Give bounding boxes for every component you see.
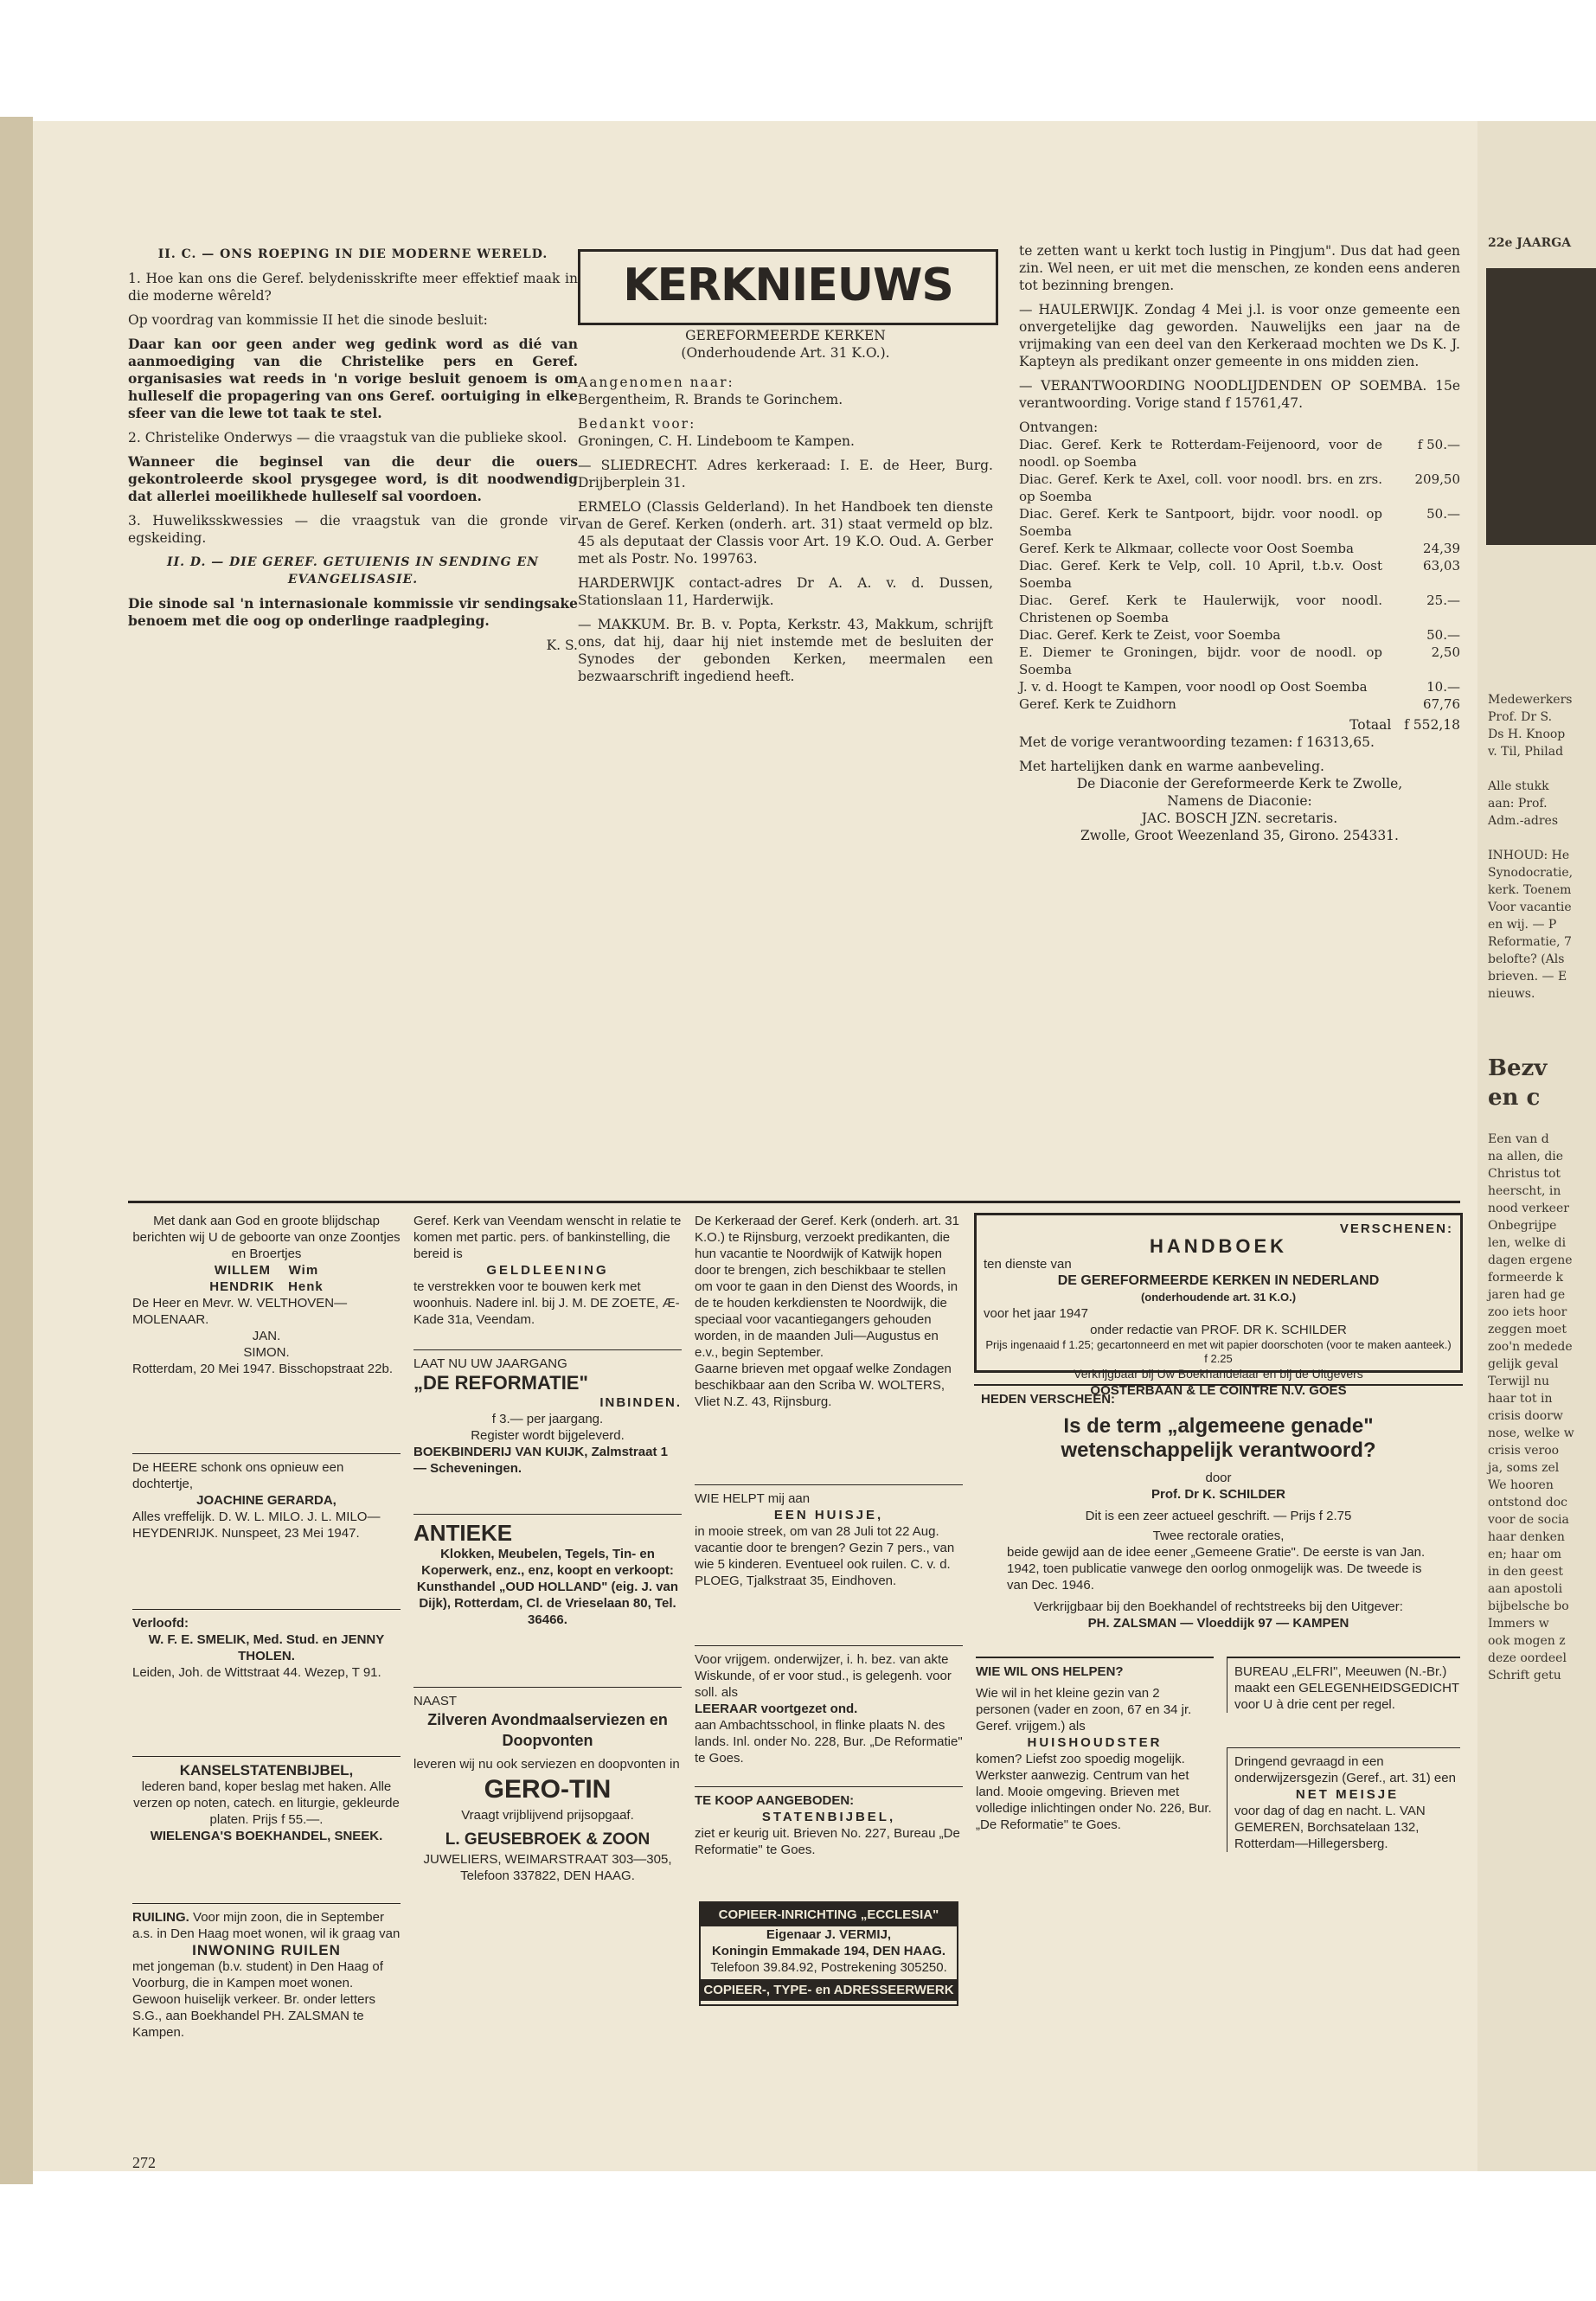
antieke-shop: Kunsthandel „OUD HOLLAND" (eig. J. van Dijk), Rotterdam, Cl. de Vrieselaan 80, Tel. 36466. — [416, 1580, 679, 1627]
ledger-amount: 209,50 — [1414, 471, 1460, 487]
next-page-line: Immers w — [1488, 1617, 1549, 1631]
ledger-desc: E. Diemer te Groningen, bijdr. voor de noodl. op Soemba — [1019, 644, 1382, 677]
samen: Met de vorige verantwoording tezamen: f 16313,65. — [1019, 734, 1375, 750]
next-page-line: Voor vacantie — [1488, 901, 1572, 914]
diaconie: De Diaconie der Gereformeerde Kerk te Zwolle, — [1076, 776, 1403, 792]
column-1 — [128, 242, 578, 661]
genade-prijs: Dit is een zeer actueel geschrift. — Prijs f 2.75 — [1085, 1509, 1352, 1523]
ad-huishoudster — [976, 1657, 1214, 1833]
gerotin: GERO-TIN — [484, 1775, 612, 1804]
next-page-line: Bezv — [1488, 1055, 1548, 1081]
ad-veendam — [413, 1213, 682, 1328]
handboek-verschenen: VERSCHENEN: — [1339, 1221, 1453, 1236]
ledger-row — [1019, 557, 1460, 592]
handboek-onderh: (onderhoudende art. 31 K.O.) — [1140, 1291, 1297, 1304]
handboek-jaar: voor het jaar 1947 — [984, 1306, 1088, 1321]
verloofd-place: Leiden, Joh. de Wittstraat 44. Wezep, T 91. — [132, 1665, 381, 1680]
laat-text: LAAT NU UW JAARGANG — [413, 1356, 567, 1371]
birth-names: WILLEM Wim HENDRIK Henk — [209, 1263, 324, 1294]
bijbel-shop: WIELENGA'S BOEKHANDEL, SNEEK. — [150, 1829, 383, 1843]
ledger-row — [1019, 436, 1460, 471]
geusebroek: L. GEUSEBROEK & ZOON — [445, 1830, 651, 1849]
handboek-kerken: DE GEREFORMEERDE KERKEN IN NEDERLAND — [1057, 1273, 1380, 1288]
next-page-line: haar tot in — [1488, 1392, 1553, 1406]
handboek-uitgevers: OOSTERBAAN & LE COINTRE N.V. GOES — [1090, 1383, 1347, 1398]
ledger-amount: 50.— — [1426, 506, 1460, 522]
next-page-line: voor de socia — [1488, 1513, 1569, 1527]
ad-ruiling — [132, 1903, 401, 2041]
ecclesia-owner: Eigenaar J. VERMIJ, — [766, 1927, 892, 1942]
question-1-decision: Daar kan oor geen ander weg gedink word as dié van aanmoediging van die Christelike pers en Geref. organisasies wat reeds in 'n vorige besluit genoem is om hulleself die propagering van ons Geref. oortuiging in elke sfeer van die lewe tot taak te stel. — [128, 336, 578, 421]
ledger-desc: Diac. Geref. Kerk te Haulerwijk, voor noodl. Christenen op Soemba — [1019, 593, 1382, 625]
bijbel-text: lederen band, koper beslag met haken. Alle verzen op noten, catech. en liturgie, gekleurde platen. Prijs f 55.—. — [133, 1779, 400, 1827]
next-page-line: nieuws. — [1488, 987, 1535, 1001]
ad-handboek — [974, 1213, 1463, 1398]
leeraar-intro: Voor vrijgem. onderwijzer, i. h. bez. van akte Wiskunde, of er voor stud., is gelegenh. voor soll. als — [695, 1652, 952, 1700]
next-page-line: jaren had ge — [1488, 1288, 1566, 1302]
antieke-title: ANTIEKE — [413, 1520, 513, 1546]
antieke-text: Klokken, Meubelen, Tegels, Tin- en Koperwerk, enz., enz, koopt en verkoopt: — [421, 1547, 674, 1578]
helpen-text: Wie wil in het kleine gezin van 2 personen (vader en zoon, 67 en 34 jr. Geref. vrijgem.) als — [976, 1686, 1192, 1734]
handboek-verkrijg: Verkrijgbaar bij Uw Boekhandelaar en bij de Uitgevers — [1074, 1367, 1363, 1381]
next-page-line: Alle stukk — [1488, 779, 1549, 793]
rijnsburg-text: De Kerkeraad der Geref. Kerk (onderh. art. 31 K.O.) te Rijnsburg, verzoekt predikanten, die hun vacantie te Noordwijk of Katwijk hopen door te brengen, zich beschikbaar te stellen om voor te gaan in den Dienst des Woords, in de te houden kerkdiensten te Noordwijk, die speciaal voor vacantiegangers gehouden worden, in de maanden Juli—Augustus en e.v., begin September. — [695, 1214, 959, 1360]
ledger-total — [1019, 716, 1460, 734]
ledger-row — [1019, 592, 1460, 626]
column-3 — [1019, 242, 1460, 851]
leeraar-text: aan Ambachtsschool, in flinke plaats N. des lands. Inl. onder No. 228, Bur. „De Reformatie" te Goes. — [695, 1718, 963, 1766]
secretaris: JAC. BOSCH JZN. secretaris. — [1141, 811, 1338, 826]
genade-uitgever: PH. ZALSMAN — Vloeddijk 97 — KAMPEN — [1087, 1616, 1349, 1631]
next-page-line: bijbelsche bo — [1488, 1599, 1569, 1613]
ledger-desc: Diac. Geref. Kerk te Zeist, voor Soemba — [1019, 627, 1281, 643]
next-page-line: Synodocratie, — [1488, 866, 1574, 880]
next-page-line: dagen ergene — [1488, 1253, 1573, 1267]
next-page-line: Christus tot — [1488, 1167, 1561, 1181]
huishoudster: HUISHOUDSTER — [1027, 1735, 1163, 1750]
genade-author: Prof. Dr K. SCHILDER — [1151, 1487, 1285, 1502]
ledger-row — [1019, 540, 1460, 557]
ad-reformatie — [413, 1349, 682, 1477]
ledger-desc: J. v. d. Hoogt te Kampen, voor noodl op Oost Soemba — [1019, 679, 1368, 695]
elfri-text: BUREAU „ELFRI", Meeuwen (N.-Br.) maakt een GELEGENHEIDSGEDICHT voor U à drie cent per regel. — [1234, 1664, 1459, 1712]
kuijk: BOEKBINDERIJ VAN KUIJK, Zalmstraat 1 — Scheveningen. — [413, 1445, 668, 1476]
ledger-desc: Geref. Kerk te Alkmaar, collecte voor Oost Soemba — [1019, 541, 1354, 556]
question-1-note: Op voordrag van kommissie II het die sinode besluit: — [128, 312, 488, 328]
ad-verloofd — [132, 1609, 401, 1681]
next-page-line: crisis veroo — [1488, 1444, 1560, 1458]
column-2 — [578, 327, 993, 692]
next-page-line: aan: Prof. — [1488, 797, 1548, 811]
next-page-line: Adm.-adres — [1488, 814, 1558, 828]
ruiling-title: RUILING. — [132, 1910, 189, 1925]
next-page-line: en; haar om — [1488, 1548, 1562, 1561]
helpen-rest: komen? Liefst zoo spoedig mogelijk. Werkster aanwezig. Centrum van het land. Mooie omgeving. Brieven met volledige inlichtingen onder No. 226, Bur. „De Reformatie" te Goes. — [976, 1752, 1212, 1832]
rijnsburg-rest: Gaarne brieven met opgaaf welke Zondagen beschikbaar aan den Scriba W. WOLTERS, Vliet N.Z. 43, Rijnsburg. — [695, 1362, 952, 1409]
next-page-line: Onbegrijpe — [1488, 1219, 1557, 1233]
vraagt: Vraagt vrijblijvend prijsopgaaf. — [461, 1808, 634, 1823]
ledger-row — [1019, 505, 1460, 540]
meisje-intro: Dringend gevraagd in een onderwijzersgezin (Geref., art. 31) een — [1234, 1754, 1456, 1785]
birth2-name: JOACHINE GERARDA, — [196, 1493, 337, 1508]
ecclesia-addr: Koningin Emmakade 194, DEN HAAG. — [711, 1944, 946, 1958]
birth2-text: De HEERE schonk ons opnieuw een dochtertje, — [132, 1460, 344, 1491]
bijbel-title: KANSELSTATENBIJBEL, — [179, 1762, 354, 1779]
next-page-line: Medewerkers — [1488, 693, 1573, 707]
birth2-rest: Alles vreffelijk. D. W. L. MILO. J. L. MILO—HEYDENRIJK. Nunspeet, 23 Mei 1947. — [132, 1509, 381, 1541]
aangenomen: Bergentheim, R. Brands te Gorinchem. — [578, 392, 843, 407]
register: Register wordt bijgeleverd. — [471, 1428, 625, 1443]
section-heading-2d: II. D. — DIE GEREF. GETUIENIS IN SENDING EN EVANGELISASIE. — [167, 555, 539, 586]
genade-verschenen: HEDEN VERSCHEEN: — [981, 1392, 1116, 1407]
ecclesia-tel: Telefoon 39.84.92, Postrekening 305250. — [710, 1960, 947, 1975]
verloofd-label: Verloofd: — [132, 1616, 189, 1631]
next-page-line: haar denken — [1488, 1530, 1565, 1544]
total-label: Totaal — [1349, 717, 1392, 733]
next-page-line: len, welke di — [1488, 1236, 1567, 1250]
huisje-text: in mooie streek, om van 28 Juli tot 22 Aug. vacantie door te brengen? Gezin 7 pers., van wie 5 kinderen. Eventueel ook ruilen. C. v. d. PLOEG, Tjalkstraat 35, Eindhoven. — [695, 1524, 955, 1588]
ledger-desc: Diac. Geref. Kerk te Velp, coll. 10 April, t.b.v. Oost Soemba — [1019, 558, 1382, 591]
genade-text: beide gewijd aan de idee eener „Gemeene Gratie". De eerste is van Jan. 1942, toen publicatie vanwege den oorlog onmogelijk was. De tweede is van Dec. 1946. — [1007, 1545, 1426, 1593]
question-2-decision: Wanneer die beginsel van die deur die ouers gekontroleerde skool prysgegee word, is dit noodwendig dat allerlei moeilikhede hulleself sal voordoen. — [128, 453, 578, 504]
section-heading-2c: II. C. — ONS ROEPING IN DIE MODERNE WERELD. — [157, 247, 548, 261]
ecclesia-title: COPIEER-INRICHTING „ECCLESIA" — [701, 1903, 957, 1926]
ad-birth-2 — [132, 1453, 401, 1541]
next-page-line: Terwijl nu — [1488, 1375, 1549, 1388]
ad-leeraar — [695, 1645, 963, 1766]
birth-place: Rotterdam, 20 Mei 1947. Bisschopstraat 22b. — [132, 1362, 393, 1376]
signoff: K. S. — [546, 638, 578, 653]
genade-door: door — [1205, 1471, 1232, 1485]
ad-ecclesia — [699, 1901, 958, 2006]
next-page-line: ook mogen z — [1488, 1634, 1566, 1648]
meisje-big: NET MEISJE — [1295, 1787, 1400, 1802]
next-page-line: kerk. Toenem — [1488, 883, 1572, 897]
juweliers: JUWELIERS, WEIMARSTRAAT 303—305, Telefoon 337822, DEN HAAG. — [423, 1852, 672, 1883]
geldleening: GELDLEENING — [486, 1263, 609, 1278]
next-page-jaargang: 22e JAARGA — [1488, 236, 1572, 250]
ecclesia-work: COPIEER-, TYPE- en ADRESSEERWERK — [701, 1979, 957, 2001]
ledger-desc: Diac. Geref. Kerk te Axel, coll. voor noodl. brs. en zrs. op Soemba — [1019, 471, 1382, 504]
ledger-amount: 63,03 — [1423, 558, 1460, 574]
ledger-row — [1019, 644, 1460, 678]
ledger-row — [1019, 471, 1460, 505]
verloofd-names: W. F. E. SMELIK, Med. Stud. en JENNY THOLEN. — [148, 1632, 385, 1663]
ledger-row — [1019, 678, 1460, 695]
ledger-amount: 50.— — [1426, 627, 1460, 643]
page-number: 272 — [132, 2154, 156, 2171]
next-page-line: INHOUD: He — [1488, 849, 1570, 862]
next-page-line: en c — [1488, 1085, 1541, 1111]
tekoop-title: TE KOOP AANGEBODEN: — [695, 1793, 855, 1808]
handboek-title: HANDBOEK — [1149, 1235, 1288, 1257]
next-page-line: nood verkeer — [1488, 1202, 1569, 1215]
next-page-line: v. Til, Philad — [1488, 745, 1564, 759]
ledger-desc: Diac. Geref. Kerk te Santpoort, bijdr. voor noodl. op Soemba — [1019, 506, 1382, 539]
next-page-line: en wij. — P — [1488, 918, 1557, 932]
next-page-line: na allen, die — [1488, 1150, 1564, 1163]
ledger-amount: 67,76 — [1423, 696, 1460, 712]
ruiling-rest: met jongeman (b.v. student) in Den Haag of Voorburg, die in Kampen moet wonen. Gewoon huiselijk verkeer. Br. onder letters S.G., aan Boekhandel PH. ZALSMAN te Kampen. — [132, 1959, 383, 2040]
bedankt: Groningen, C. H. Lindeboom te Kampen. — [578, 433, 855, 449]
zilveren: Zilveren Avondmaalserviezen en Doopvonten — [427, 1711, 668, 1749]
haulerwijk: — HAULERWIJK. Zondag 4 Mei j.l. is voor onze gemeente een onvergetelijke dag geworden. Nauwelijks een jaar na de vrijmaking van een deel van den Kerkeraad mochten we Ds K. J. Kapteyn als predikant onzer gemeente in ons midden zien. — [1019, 302, 1460, 369]
ad-gerotin — [413, 1687, 682, 1884]
veendam-text: Geref. Kerk van Veendam wenscht in relatie te komen met partic. pers. of bankinstelling, die bereid is — [413, 1214, 682, 1261]
handboek-prijs: Prijs ingenaaid f 1.25; gecartonneerd en met wit papier doorschoten (voor te maken aanteek.) f 2.25 — [985, 1338, 1452, 1365]
masthead-title: KERKNIEUWS — [623, 260, 953, 311]
ad-birth — [132, 1213, 401, 1377]
masthead-subtitle: GEREFORMEERDE KERKEN — [685, 328, 886, 343]
ruiling-big: INWONING RUILEN — [192, 1942, 341, 1958]
book-binding — [0, 117, 33, 2184]
genade-title: Is de term „algemeene genade" wetenschappelijk verantwoord? — [1061, 1414, 1376, 1462]
huisje-title: WIE HELPT mij aan — [695, 1491, 811, 1506]
col3-intro: te zetten want u kerkt toch lustig in Pingjum". Dus dat had geen zin. Wel neen, er uit met die menschen, ze konden eens anderen tot bezinning brengen. — [1019, 243, 1460, 293]
aangenomen-label: Aangenomen naar: — [578, 375, 734, 390]
dank: Met hartelijken dank en warme aanbeveling. — [1019, 759, 1324, 774]
next-page-line: brieven. — E — [1488, 970, 1567, 984]
next-page-line: deze oordeel — [1488, 1651, 1567, 1665]
next-page-line: Schrift getu — [1488, 1669, 1561, 1682]
next-page-line: ontstond doc — [1488, 1496, 1567, 1509]
next-page-line: We hooren — [1488, 1478, 1554, 1492]
next-page-line: belofte? (Als — [1488, 952, 1565, 966]
ledger-row — [1019, 626, 1460, 644]
makkum: — MAKKUM. Br. B. v. Popta, Kerkstr. 43, Makkum, schrijft ons, dat hij, daar hij niet instemde met de besluiten der Synodes der gebonden Kerken, meermalen een bezwaarschrift ingediend heeft. — [578, 617, 993, 684]
harderwijk: HARDERWIJK contact-adres Dr A. A. v. d. Dussen, Stationslaan 11, Harderwijk. — [578, 575, 993, 608]
next-page-line: ja, soms zel — [1488, 1461, 1560, 1475]
huisje-big: EEN HUISJE, — [773, 1508, 884, 1522]
ad-rijnsburg — [695, 1213, 963, 1410]
ledger-amount: 10.— — [1426, 679, 1460, 695]
genade-verkrijg: Verkrijgbaar bij den Boekhandel of rechtstreeks bij den Uitgever: — [1034, 1599, 1403, 1614]
next-page-logo-block — [1486, 268, 1596, 545]
question-2: 2. Christelike Onderwys — die vraagstuk van die publieke skool. — [128, 430, 567, 445]
section-2d-decision: Die sinode sal 'n internasionale kommissie vir sendingsake benoem met die oog op onderlinge raadpleging. — [128, 595, 578, 629]
total-value: f 552,18 — [1404, 717, 1460, 733]
ad-huisje — [695, 1484, 963, 1589]
next-page-line: zoo iets hoor — [1488, 1305, 1567, 1319]
handboek-dienste: ten dienste van — [984, 1257, 1072, 1272]
ad-tekoop — [695, 1786, 963, 1858]
ads-divider — [128, 1201, 1460, 1203]
newspaper-page — [33, 121, 1477, 2171]
inbinden: INBINDEN. — [599, 1395, 682, 1410]
next-page-line: nose, welke w — [1488, 1426, 1574, 1440]
handboek-red: onder redactie van PROF. DR K. SCHILDER — [1090, 1323, 1347, 1337]
next-page-line: aan apostoli — [1488, 1582, 1563, 1596]
next-page-line: formeerde k — [1488, 1271, 1564, 1285]
ermelo: ERMELO (Classis Gelderland). In het Handboek ten dienste van de Geref. Kerken (onderh. art. 31) staat vermeld op blz. 45 als deputaat der Classis voor Art. 19 K.O. Oud. A. Gerber met als Postr. No. 199763. — [578, 499, 993, 567]
next-page-line: in den geest — [1488, 1565, 1564, 1579]
prijs-jaargang: f 3.— per jaargang. — [491, 1412, 604, 1426]
zwolle-address: Zwolle, Groot Weezenland 35, Girono. 254331. — [1080, 828, 1399, 843]
kerknieuws-masthead — [578, 249, 998, 325]
veendam-rest: te verstrekken voor te bouwen kerk met woonhuis. Nadere inl. bij J. M. DE ZOETE, Æ-Kade 31a, Veendam. — [413, 1279, 680, 1327]
birth-text: Met dank aan God en groote blijdschap berichten wij U de geboorte van onze Zoontjes en Broertjes — [132, 1214, 401, 1261]
tekoop-rest: ziet er keurig uit. Brieven No. 227, Bureau „De Reformatie" te Goes. — [695, 1826, 960, 1857]
next-page-line: Een van d — [1488, 1132, 1549, 1146]
leveren: leveren wij nu ook serviezen en doopvonten in — [413, 1757, 680, 1772]
next-page-line: Reformatie, 7 — [1488, 935, 1572, 949]
ledger-amount: f 50.— — [1417, 437, 1460, 452]
ledger-table — [1019, 436, 1460, 713]
naast: NAAST — [413, 1694, 458, 1708]
birth-parents: De Heer en Mevr. W. VELTHOVEN—MOLENAAR. — [132, 1296, 348, 1327]
statenbijbel: STATENBIJBEL, — [761, 1810, 896, 1824]
meisje-rest: voor dag of dag en nacht. L. VAN GEMEREN, Borchsatelaan 132, Rotterdam—Hillegersberg. — [1234, 1804, 1426, 1851]
next-page-line: Ds H. Knoop — [1488, 727, 1566, 741]
ad-net-meisje — [1227, 1747, 1460, 1852]
ruiling-text: Voor mijn zoon, die in September a.s. in Den Haag moet wonen, wil ik graag van — [132, 1910, 401, 1941]
sliedrecht: — SLIEDRECHT. Adres kerkeraad: I. E. de Heer, Burg. Drijberplein 31. — [578, 458, 993, 490]
next-page-line: Prof. Dr S. — [1488, 710, 1553, 724]
ledger-amount: 25.— — [1426, 593, 1460, 608]
ledger-row — [1019, 695, 1460, 713]
reformatie-title: „DE REFORMATIE" — [413, 1372, 588, 1394]
ad-kanselbijbel — [132, 1756, 401, 1844]
question-3: 3. Huweliksskwessies — die vraagstuk van die gronde vir egskeiding. — [128, 513, 578, 546]
ledger-desc: Diac. Geref. Kerk te Rotterdam-Feijenoord, voor de noodl. op Soemba — [1019, 437, 1382, 470]
next-page-edge — [1477, 121, 1596, 2171]
verantwoording-title: — VERANTWOORDING NOODLIJDENDEN OP SOEMBA. 15e verantwoording. Vorige stand f 15761,47. — [1019, 378, 1460, 411]
next-page-line: zoo'n medede — [1488, 1340, 1573, 1354]
ontvangen-label: Ontvangen: — [1019, 420, 1099, 435]
birth-kids: JAN. SIMON. — [243, 1329, 290, 1360]
genade-oraties: Twee rectorale oraties, — [1152, 1529, 1285, 1543]
ledger-amount: 24,39 — [1423, 541, 1460, 556]
next-page-line: zeggen moet — [1488, 1323, 1567, 1336]
ad-antieke — [413, 1514, 682, 1628]
leeraar-big: LEERAAR voortgezet ond. — [695, 1702, 858, 1716]
next-page-line: heerscht, in — [1488, 1184, 1561, 1198]
bedankt-label: Bedankt voor: — [578, 416, 696, 432]
ledger-amount: 2,50 — [1431, 644, 1460, 660]
question-1: 1. Hoe kan ons die Geref. belydenisskrifte meer effektief maak in die moderne wêreld? — [128, 271, 578, 304]
ad-elfri — [1227, 1657, 1460, 1713]
ad-algemeene-genade — [974, 1384, 1463, 1648]
helpen-title: WIE WIL ONS HELPEN? — [976, 1664, 1124, 1679]
namens: Namens de Diaconie: — [1167, 793, 1312, 809]
next-page-line: crisis doorw — [1488, 1409, 1563, 1423]
masthead-subtitle-2: (Onderhoudende Art. 31 K.O.). — [681, 345, 890, 361]
next-page-line: gelijk geval — [1488, 1357, 1559, 1371]
ledger-desc: Geref. Kerk te Zuidhorn — [1019, 696, 1176, 712]
